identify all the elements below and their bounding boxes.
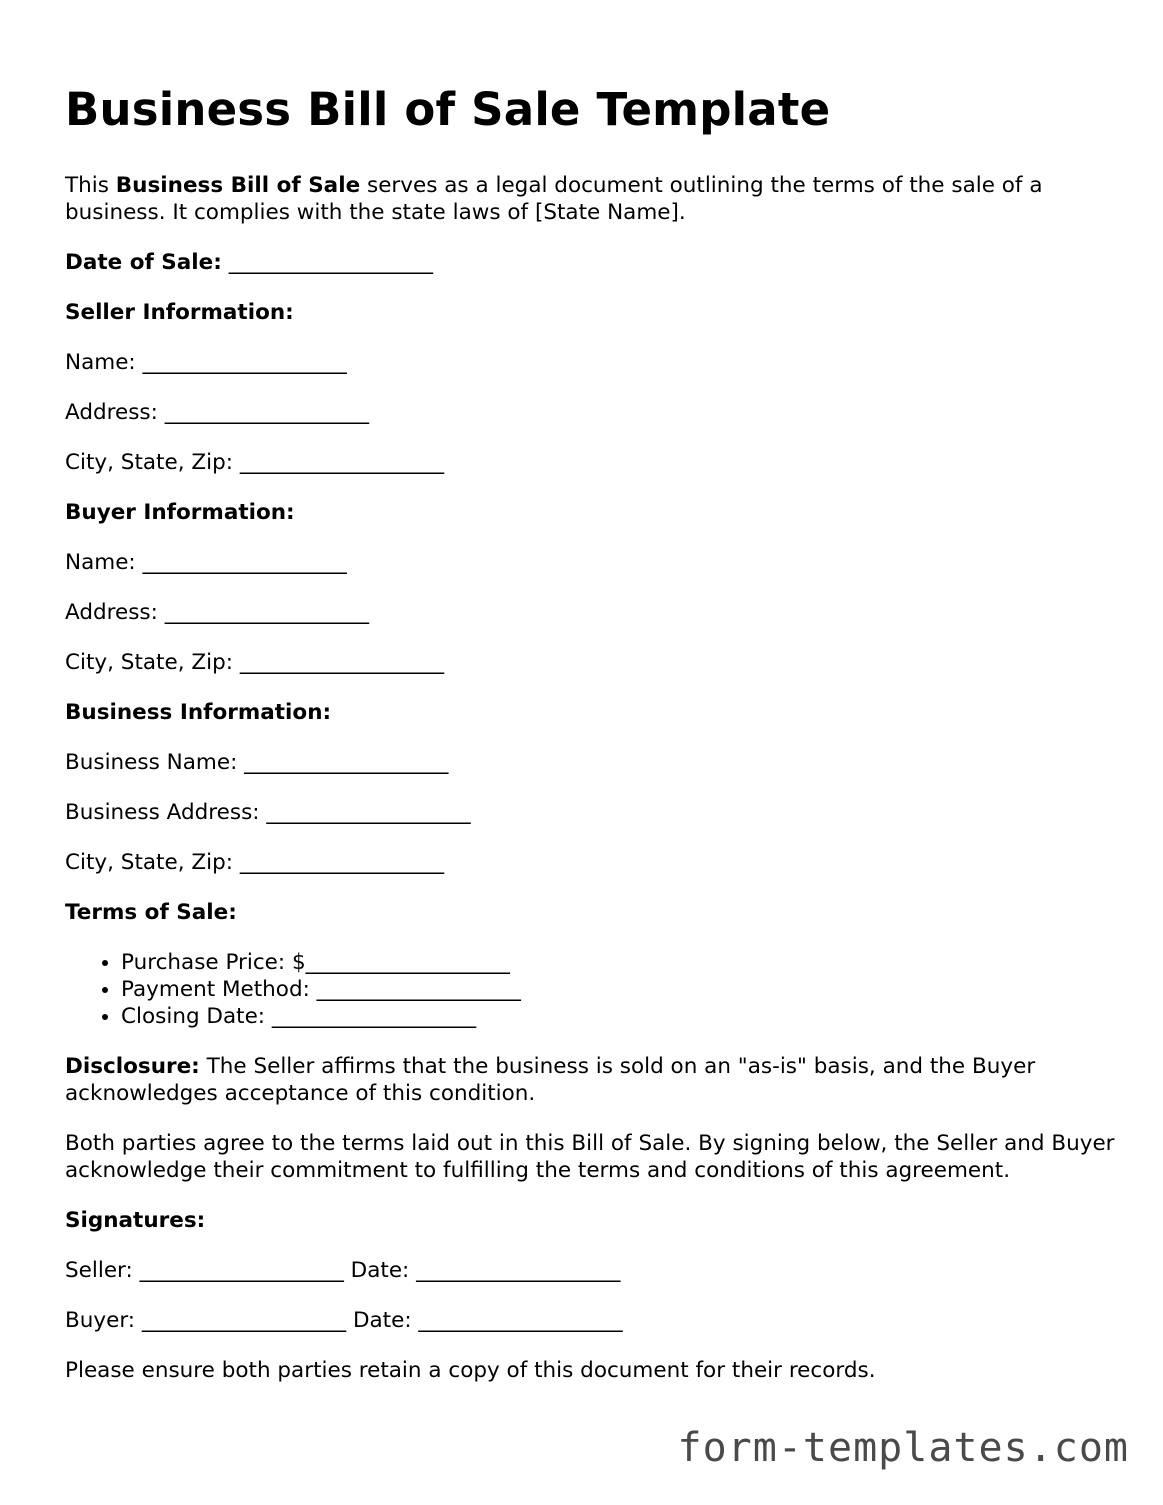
agreement-paragraph: Both parties agree to the terms laid out in this Bill of Sale. By signing below, the Seller and Buyer acknowledge their commitment to fulfilling the terms and conditions of this agreement. [65, 1131, 1115, 1183]
seller-address-blank[interactable]: ___________________ [157, 400, 369, 425]
buyer-address-label: Address: [65, 600, 158, 625]
buyer-name-label: Name: [65, 550, 136, 575]
intro-bold: Business Bill of Sale [115, 173, 361, 198]
business-city-blank[interactable]: ___________________ [232, 850, 445, 875]
seller-address-field [65, 399, 1115, 426]
buyer-name-blank[interactable]: ___________________ [135, 550, 347, 575]
seller-signature-line[interactable]: Seller: ___________________ Date: ___________________ [65, 1258, 621, 1283]
buyer-heading: Buyer Information: [65, 500, 295, 525]
terms-item-payment-method[interactable]: • Payment Method: ___________________ [121, 976, 1115, 1003]
intro-paragraph [65, 172, 1115, 226]
seller-heading: Seller Information: [65, 300, 294, 325]
seller-name-label: Name: [65, 350, 136, 375]
disclosure-label: Disclosure: [65, 1054, 200, 1079]
seller-city-label: City, State, Zip: [65, 450, 233, 475]
terms-heading: Terms of Sale: [65, 900, 237, 925]
business-address-field [65, 799, 1115, 826]
document-title: Business Bill of Sale Template [65, 83, 831, 136]
intro-prefix: This [65, 173, 116, 198]
buyer-address-field [65, 599, 1115, 626]
buyer-signature-line[interactable]: Buyer: ___________________ Date: ___________________ [65, 1308, 623, 1333]
terms-item-purchase-price[interactable]: • Purchase Price: $___________________ [121, 949, 1115, 976]
closing-note: Please ensure both parties retain a copy of this document for their records. [65, 1358, 876, 1383]
seller-name-field [65, 349, 1115, 376]
document-page [65, 80, 1115, 1407]
watermark: form-templates.com [677, 1425, 1129, 1471]
buyer-name-field [65, 549, 1115, 576]
disclosure-paragraph [65, 1053, 1115, 1107]
business-name-field [65, 749, 1115, 776]
buyer-city-label: City, State, Zip: [65, 650, 233, 675]
signatures-heading: Signatures: [65, 1208, 206, 1233]
seller-city-blank[interactable]: ___________________ [232, 450, 445, 475]
seller-name-blank[interactable]: ___________________ [135, 350, 347, 375]
business-city-label: City, State, Zip: [65, 850, 233, 875]
seller-city-field [65, 449, 1115, 476]
date-of-sale-label: Date of Sale: [65, 250, 222, 275]
business-heading: Business Information: [65, 700, 332, 725]
terms-item-closing-date[interactable]: • Closing Date: ___________________ [121, 1003, 1115, 1030]
business-address-blank[interactable]: ___________________ [259, 800, 471, 825]
buyer-city-blank[interactable]: ___________________ [232, 650, 445, 675]
business-name-label: Business Name: [65, 750, 238, 775]
date-of-sale-field [65, 249, 1115, 276]
business-city-field [65, 849, 1115, 876]
terms-list [65, 949, 1115, 1030]
business-name-blank[interactable]: ___________________ [237, 750, 449, 775]
buyer-city-field [65, 649, 1115, 676]
intro-suffix: serves as a legal document outlining the terms of the sale of a business. It complies with the state laws of [State Name]. [65, 173, 1043, 225]
seller-address-label: Address: [65, 400, 158, 425]
buyer-address-blank[interactable]: ___________________ [157, 600, 369, 625]
date-of-sale-blank[interactable]: ___________________ [221, 250, 433, 275]
business-address-label: Business Address: [65, 800, 260, 825]
disclosure-text: The Seller affirms that the business is sold on an "as-is" basis, and the Buyer acknowledges acceptance of this condition. [65, 1054, 1036, 1106]
